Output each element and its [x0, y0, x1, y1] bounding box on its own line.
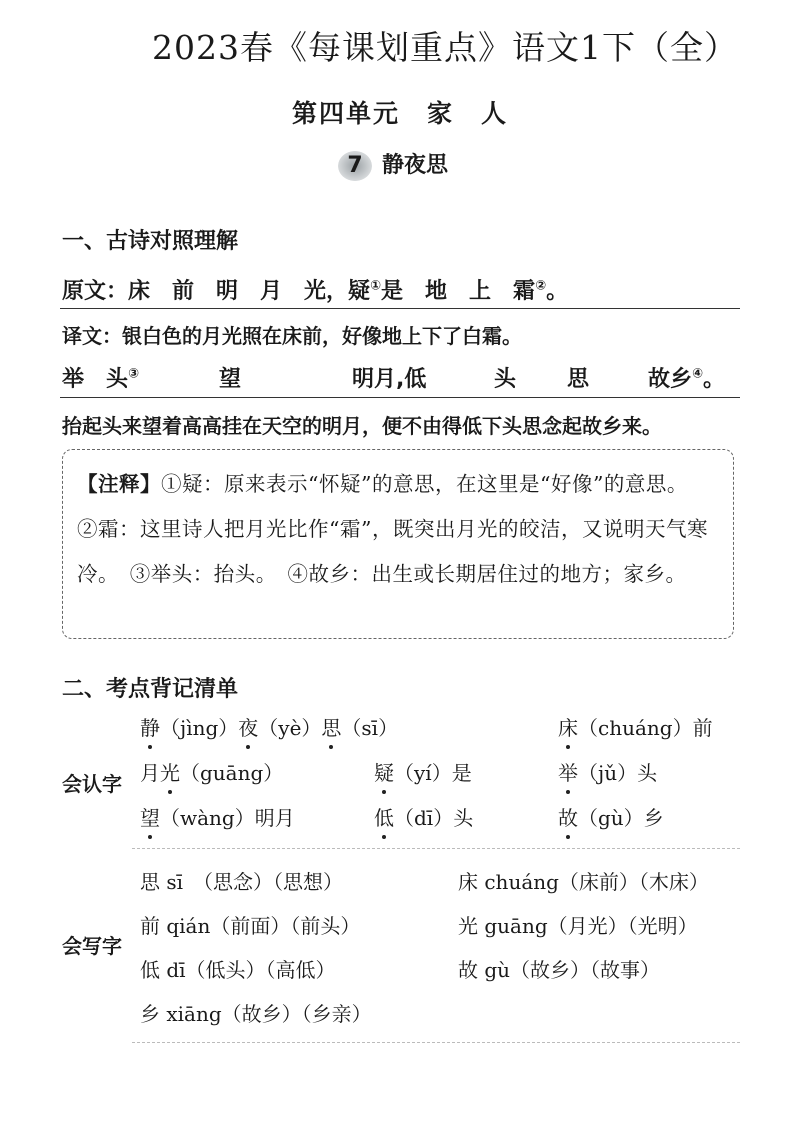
write-item: 乡 xiāng（故乡）（乡亲）: [140, 1002, 372, 1026]
recognize-item: 故（gù）乡: [558, 802, 664, 831]
recognize-item: 望（wàng）明月: [140, 802, 295, 831]
poem-text: 举 头③: [62, 366, 140, 392]
divider: [60, 397, 740, 398]
poem-punct: 。: [546, 279, 569, 304]
write-label: 会写字: [62, 934, 122, 958]
poem-text: 床 前 明 月 光，疑: [128, 279, 371, 304]
poem-line-1: [62, 274, 568, 305]
recognize-item: 疑（yí）是: [374, 757, 472, 786]
poem-text: 是 地 上 霜: [381, 279, 536, 304]
lesson-number: 7: [338, 151, 372, 181]
translation-1: 译文：银白色的月光照在床前，好像地上下了白霜。: [62, 324, 522, 348]
write-item: 前 qián（前面）（前头）: [140, 914, 361, 938]
write-item: 故 gù（故乡）（故事）: [458, 958, 661, 982]
section2-heading: 二、考点背记清单: [62, 677, 239, 702]
notes-heading: 【注释】: [77, 472, 161, 496]
poem-text: 思: [567, 367, 590, 392]
poem-text: 望: [197, 367, 242, 392]
recognize-label: 会认字: [62, 772, 122, 796]
recognize-item: 低（dī）头: [374, 802, 473, 831]
note-marker: ①: [370, 278, 382, 294]
write-item: 思 sī （思念）（思想）: [140, 870, 344, 894]
recognize-item: 月光（guāng）: [140, 757, 283, 786]
write-item: 低 dī（低头）（高低）: [140, 958, 336, 982]
notes-text: ①疑：原来表示“怀疑”的意思，在这里是“好像”的意思。 ②霜：这里诗人把月光比作“霜”，既突出月光的皎洁，又说明天气寒冷。 ③举头：抬头。 ④故乡：出生或长期居住过的地方；家乡。: [77, 472, 708, 586]
divider: [60, 308, 740, 309]
translation-2: 抬起头来望着高高挂在天空的明月，便不由得低下头思念起故乡来。: [62, 414, 662, 438]
section1-heading: 一、古诗对照理解: [62, 229, 239, 254]
write-item: 床 chuáng（床前）（木床）: [458, 870, 709, 894]
notes-box: [62, 449, 734, 639]
divider: [132, 1042, 740, 1043]
original-label: 原文：: [62, 279, 129, 304]
poem-text: 明月,低: [352, 367, 427, 392]
lesson-title: 静夜思: [382, 153, 449, 178]
divider: [132, 848, 740, 849]
note-marker: ②: [535, 278, 547, 294]
recognize-item: 静（jìng）夜（yè）思（sī）: [140, 712, 398, 741]
recognize-item: 举（jǔ）头: [558, 757, 657, 786]
page-title: 2023春《每课划重点》语文1下（全）: [152, 28, 738, 67]
lesson-heading: [338, 148, 448, 181]
poem-text: 头: [494, 367, 517, 392]
unit-title: 第四单元 家 人: [291, 99, 508, 128]
poem-text: 故乡④。: [648, 366, 726, 392]
write-item: 光 guāng（月光）（光明）: [458, 914, 698, 938]
recognize-item: 床（chuáng）前: [558, 712, 713, 741]
